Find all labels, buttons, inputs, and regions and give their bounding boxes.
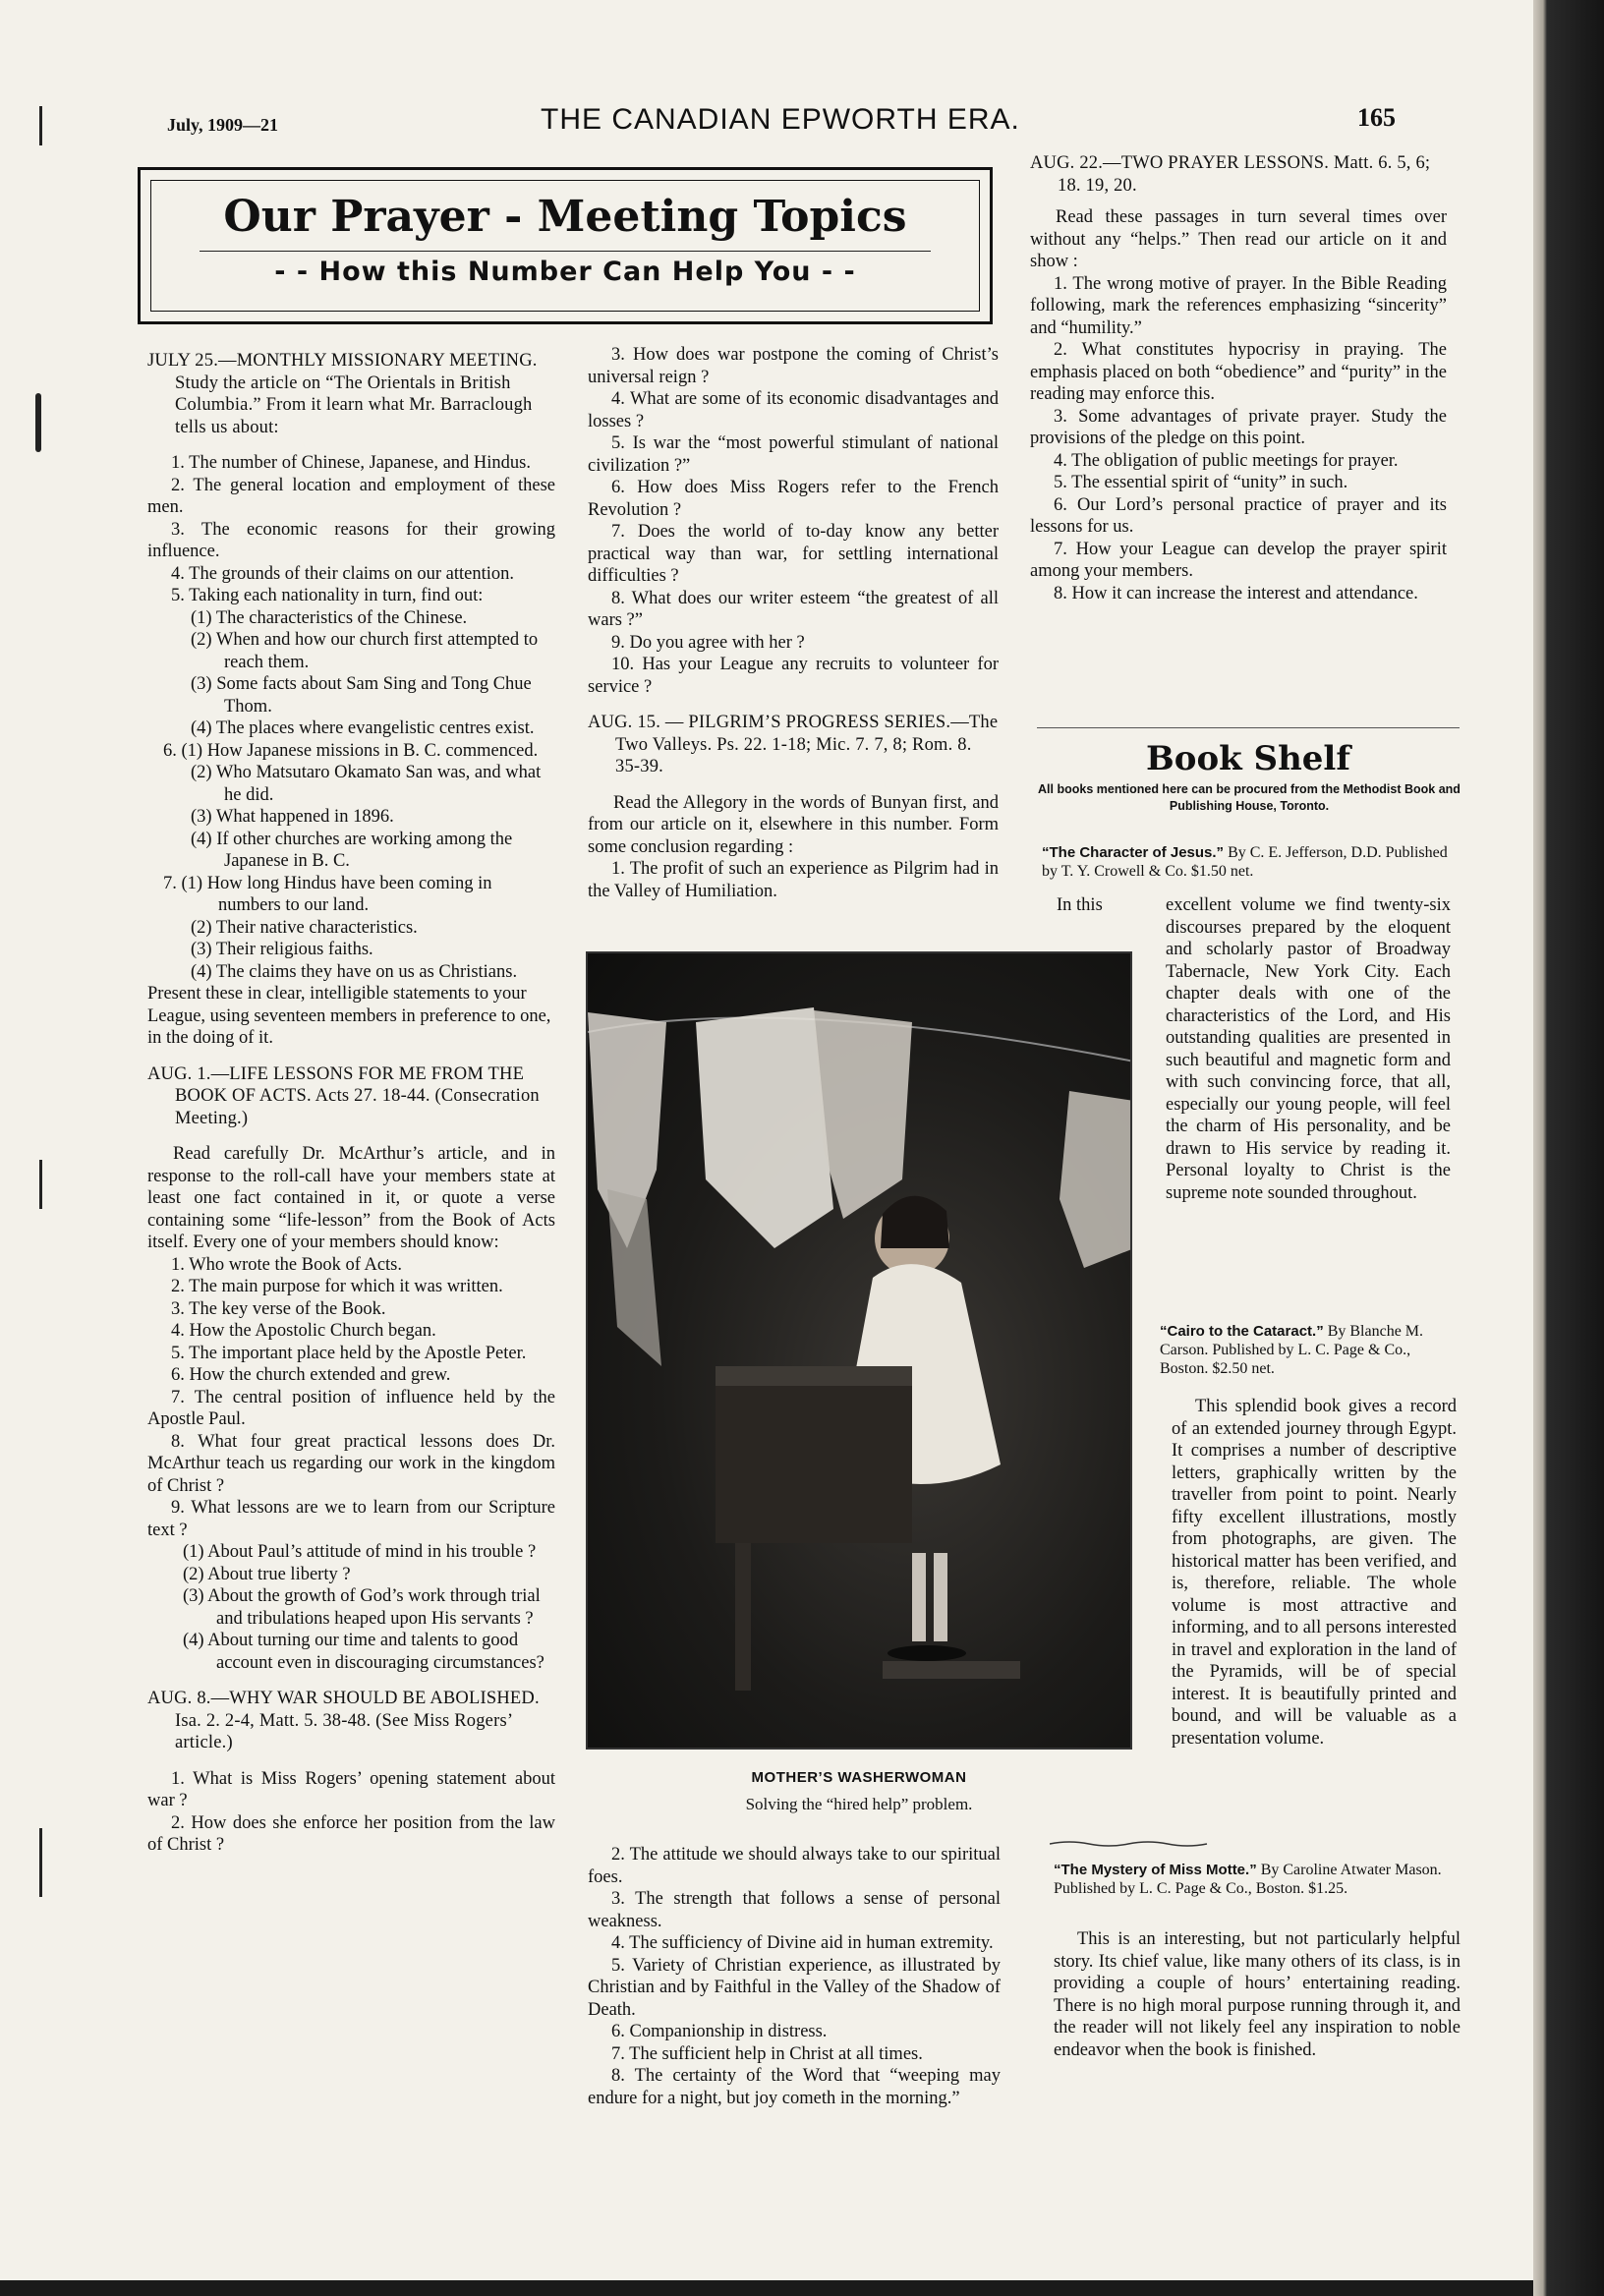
list-item: 1. Who wrote the Book of Acts. [171,1254,402,1275]
book-meta: By C. E. Jefferson, D.D. Published by T. Y. Crowell & Co. $1.50 net. [1042,844,1448,880]
list-item: 5. Is war the “most powerful stimulant of national civilization ?” [588,433,999,476]
list-item: 5. The important place held by the Apostle Peter. [171,1343,527,1363]
sub-item: (4) The claims they have on us as Christians. [191,961,518,982]
list-item: 6. How the church extended and grew. [171,1365,451,1385]
book-entry-3-heading [1054,1861,1457,1898]
list-item: 5. The essential spirit of “unity” in such. [1054,473,1348,492]
list-item: 3. The strength that follows a sense of personal weakness. [588,1889,1001,1931]
ornament-rule [1050,1840,1266,1848]
list-item: 6. Our Lord’s personal practice of prayer and its lessons for us. [1030,494,1447,537]
list-item: 7. The sufficient help in Christ at all times. [611,2043,923,2064]
book-spine [1533,0,1604,2296]
list-item: 6. How does Miss Rogers refer to the French Revolution ? [588,478,999,520]
photo-title: MOTHER’S WASHERWOMAN [751,1769,967,1786]
paragraph: Read the Allegory in the words of Bunyan first, and from our article on it, elsewhere in this number. Form some conclusion regarding : [588,792,999,857]
sub-item: (1) About Paul’s attitude of mind in his trouble ? [183,1542,537,1562]
list-item: 1. The profit of such an experience as Pilgrim had in the Valley of Humiliation. [588,859,999,901]
book-entry-1-heading [1042,843,1455,881]
section-rule [1037,727,1460,728]
banner-rule [200,251,931,252]
sub-item: (4) About turning our time and talents to good account even in discouraging circumstances? [183,1631,544,1673]
banner-title: Our Prayer - Meeting Topics [223,192,907,242]
list-item: 2. The general location and employment of these men. [147,475,555,517]
list-item: 2. How does she enforce her position from the law of Christ ? [147,1812,555,1855]
topic-heading: AUG. 1.—LIFE LESSONS FOR ME FROM THE BOOK OF ACTS. Acts 27. 18-44. (Consecration Meeting.) [147,1063,540,1128]
list-item: 1. The number of Chinese, Japanese, and Hindus. [171,453,531,473]
margin-mark [35,393,41,452]
photo-caption: Solving the “hired help” problem. [745,1795,973,1813]
sub-item: (3) Their religious faiths. [191,940,373,959]
list-item: 6. Companionship in distress. [611,2022,828,2041]
sub-item: (3) What happened in 1896. [191,807,394,827]
photo-mothers-washerwoman [586,951,1132,1750]
column-right-top [1030,152,1447,604]
paragraph: Present these in clear, intelligible statements to your League, using seventeen members in preference to one, in the doing of it. [147,984,551,1048]
list-item: 2. The attitude we should always take to our spiritual foes. [588,1845,1001,1887]
book-title: “The Character of Jesus.” [1042,844,1225,861]
margin-mark [39,1160,42,1209]
topic-heading: AUG. 22.—TWO PRAYER LESSONS. Matt. 6. 5, 6; 18. 19, 20. [1030,153,1431,196]
list-item: 4. How the Apostolic Church began. [171,1321,436,1341]
sub-item: (2) Their native characteristics. [191,917,418,938]
column-middle-bottom [588,1844,1001,2109]
book-review-text: This splendid book gives a record of an extended journey through Egypt. It comprises a number of descriptive letters, graphically written by the traveller from point to point. Nearly fifty excellent illustrations, mostly from photographs, are given. The historical matter has been verified, and is, therefore, reliable. The whole volume is most attractive and informing, and to all persons interested in travel and exploration in the land of the Pyramids, will be of special interest. It is beautifully printed and bound, and will be valuable as a presentation volume. [1172,1397,1457,1749]
topic-heading: AUG. 15. — PILGRIM’S PROGRESS SERIES.—The Two Valleys. Ps. 22. 1-18; Mic. 7. 7, 8; Rom. 8. 35-39. [588,713,999,776]
sub-item: (2) Who Matsutaro Okamato San was, and what he did. [191,763,542,805]
book-meta: By Caroline Atwater Mason. Published by L. C. Page & Co., Boston. $1.25. [1054,1862,1442,1897]
list-item: 10. Has your League any recruits to volunteer for service ? [588,655,999,697]
list-item: 3. How does war postpone the coming of Christ’s universal reign ? [588,345,999,387]
list-item: 1. What is Miss Rogers’ opening statement about war ? [147,1768,555,1810]
list-item: 2. What constitutes hypocrisy in praying. The emphasis placed on both “obedience” and “purity” in the reading may enforce this. [1030,340,1447,404]
book-shelf-note: All books mentioned here can be procured from the Methodist Book and Publishing House, Toronto. [1038,782,1461,813]
column-middle-top [588,344,999,902]
column-left [147,350,555,1857]
list-item: 1. The wrong motive of prayer. In the Bible Reading following, mark the references emphasizing “sincerity” and “humility.” [1030,273,1447,338]
list-item: 4. The obligation of public meetings for prayer. [1054,450,1399,471]
book-shelf-title: Book Shelf [1146,739,1350,778]
list-item: 7. The central position of influence held by the Apostle Paul. [147,1387,555,1429]
banner-subtitle: - - How this Number Can Help You - - [274,257,856,287]
topic-heading: JULY 25.—MONTHLY MISSIONARY MEETING. Study the article on “The Orientals in British Columbia.” From it learn what Mr. Barraclough tells us about: [147,351,538,437]
book-title: “Cairo to the Cataract.” [1160,1323,1324,1340]
running-head [167,103,1455,143]
sub-item: (3) Some facts about Sam Sing and Tong Chue Thom. [191,674,532,717]
list-item: 3. The key verse of the Book. [171,1298,386,1319]
margin-mark [39,106,42,145]
book-review-lead: In this [1057,895,1103,915]
list-item: 4. The grounds of their claims on our attention. [171,563,515,584]
sub-item: (2) About true liberty ? [183,1564,351,1584]
list-item: 3. The economic reasons for their growing influence. [147,519,555,561]
margin-mark [39,1828,42,1897]
list-item: 8. What four great practical lessons does Dr. McArthur teach us regarding our work in the kingdom of Christ ? [147,1431,555,1496]
sub-item: 7. (1) How long Hindus have been coming in numbers to our land. [163,873,492,915]
list-item: 9. Do you agree with her ? [611,632,805,653]
book-review-text: excellent volume we find twenty-six discourses prepared by the eloquent and scholarly pastor of Broadway Tabernacle, New York City. Each chapter deals with one of the characteristics of the Lord, and His outstanding qualities are presented in such beautiful and magnetic form and with such convincing force, that all, especially our young people, will feel the charm of His personality, and be drawn to His service by reading it. Personal loyalty to Christ is the supreme note sounded throughout. [1166,895,1451,1203]
publication-title: THE CANADIAN EPWORTH ERA. [541,103,1020,136]
list-item: 2. The main purpose for which it was written. [171,1277,503,1296]
list-item: 4. The sufficiency of Divine aid in human extremity. [611,1933,994,1953]
section-banner [138,167,993,324]
paragraph: Read carefully Dr. McArthur’s article, and in response to the roll-call have your members state at least one fact contained in it, or quote a verse containing some “life-lesson” from the Book of Acts itself. Every one of your members should know: [147,1144,555,1252]
sub-item: 6. (1) How Japanese missions in B. C. commenced. [163,740,539,761]
issue-date: July, 1909—21 [167,115,279,135]
book-meta: By Blanche M. Carson. Published by L. C. Page & Co., Boston. $2.50 net. [1160,1323,1424,1377]
list-item: 8. The certainty of the Word that “weeping may endure for a night, but joy cometh in the morning.” [588,2066,1001,2108]
list-item: 3. Some advantages of private prayer. Study the provisions of the pledge on this point. [1030,406,1447,448]
book-entry-2-heading [1160,1322,1455,1378]
list-item: 5. Taking each nationality in turn, find out: [171,586,484,605]
topic-heading: AUG. 8.—WHY WAR SHOULD BE ABOLISHED. Isa. 2. 2-4, Matt. 5. 38-48. (See Miss Rogers’ article.) [147,1689,540,1752]
paragraph: Read these passages in turn several times over without any “helps.” Then read our article on it and show : [1030,207,1447,271]
page-number: 165 [1357,103,1396,132]
sub-item: (2) When and how our church first attempted to reach them. [191,630,539,672]
list-item: 9. What lessons are we to learn from our Scripture text ? [147,1498,555,1540]
list-item: 8. How it can increase the interest and attendance. [1054,583,1418,603]
list-item: 5. Variety of Christian experience, as illustrated by Christian and by Faithful in the Valley of the Shadow of Death. [588,1955,1001,2020]
photo-illustration [588,953,1132,1750]
list-item: 8. What does our writer esteem “the greatest of all wars ?” [588,588,999,630]
book-title: “The Mystery of Miss Motte.” [1054,1862,1257,1878]
book-review-text: This is an interesting, but not particularly helpful story. Its chief value, like many others of its class, is in providing a couple of hours’ entertaining reading. There is no high moral purpose running through it, and the reader will not likely feel any inspiration to noble endeavor when the book is finished. [1054,1929,1461,2060]
list-item: 7. How your League can develop the prayer spirit among your members. [1030,539,1447,581]
sub-item: (1) The characteristics of the Chinese. [191,607,468,628]
sub-item: (4) The places where evangelistic centres exist. [191,718,535,738]
list-item: 4. What are some of its economic disadvantages and losses ? [588,389,999,431]
sub-item: (4) If other churches are working among the Japanese in B. C. [191,829,513,871]
sub-item: (3) About the growth of God’s work through trial and tribulations heaped upon His servants ? [183,1586,541,1629]
list-item: 7. Does the world of to-day know any better practical way than war, for settling international difficulties ? [588,522,999,586]
